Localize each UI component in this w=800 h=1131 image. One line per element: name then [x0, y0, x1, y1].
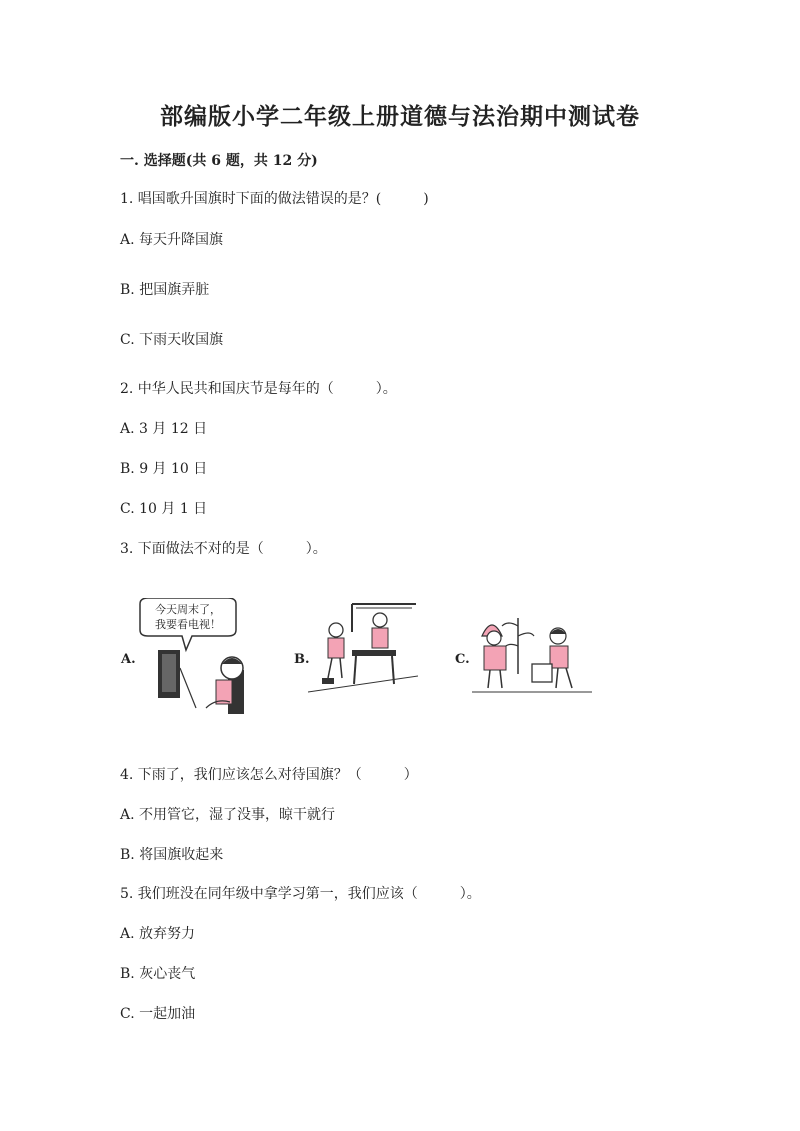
- speech-bubble-line-2: 我要看电视！: [155, 618, 221, 631]
- panel-a-tv-illustration: [136, 598, 266, 724]
- figure-label-c: C.: [455, 652, 470, 667]
- panel-b-cleaning-illustration: [308, 602, 418, 706]
- question-4-option-a: A. 不用管它，湿了没事，晾干就行: [120, 807, 336, 823]
- question-4-option-b: B. 将国旗收起来: [120, 847, 224, 863]
- question-2-option-a: A. 3 月 12 日: [120, 421, 208, 437]
- speech-bubble-line-1: 今天周末了，: [155, 603, 221, 616]
- section-heading: 一. 选择题(共 6 题，共 12 分): [120, 153, 318, 169]
- question-2-option-c: C. 10 月 1 日: [120, 501, 208, 517]
- question-5-option-c: C. 一起加油: [120, 1006, 196, 1022]
- question-3-figure: [118, 598, 618, 720]
- question-5-option-b: B. 灰心丧气: [120, 966, 196, 982]
- page-title: 部编版小学二年级上册道德与法治期中测试卷: [160, 103, 640, 130]
- question-2-option-b: B. 9 月 10 日: [120, 461, 208, 477]
- figure-label-a: A.: [121, 652, 136, 667]
- question-5-stem: 5. 我们班没在同年级中拿学习第一，我们应该（ ）。: [120, 886, 481, 902]
- question-5-option-a: A. 放弃努力: [120, 926, 196, 942]
- question-1-option-c: C. 下雨天收国旗: [120, 332, 224, 348]
- question-1-stem: 1. 唱国歌升国旗时下面的做法错误的是？( ): [120, 191, 429, 207]
- question-1-option-b: B. 把国旗弄脏: [120, 282, 210, 298]
- panel-c-planting-illustration: [472, 612, 592, 698]
- question-1-option-a: A. 每天升降国旗: [120, 232, 224, 248]
- question-2-stem: 2. 中华人民共和国庆节是每年的（ ）。: [120, 381, 397, 397]
- question-4-stem: 4. 下雨了，我们应该怎么对待国旗？（ ）: [120, 767, 418, 783]
- question-3-stem: 3. 下面做法不对的是（ ）。: [120, 541, 327, 557]
- figure-label-b: B.: [294, 652, 310, 667]
